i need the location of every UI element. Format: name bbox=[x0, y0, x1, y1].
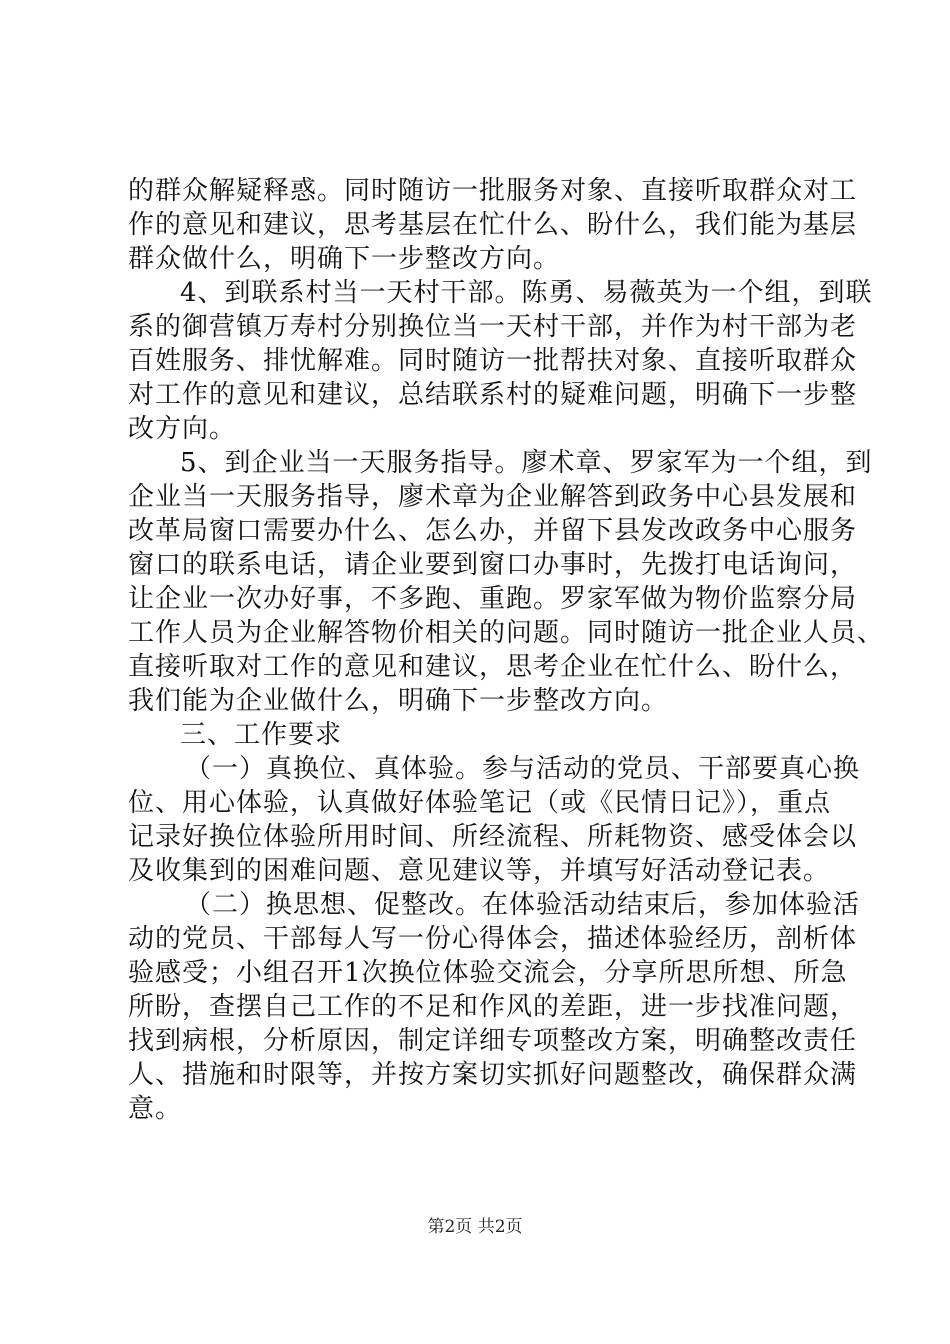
text-line: （二）换思想、促整改。在体验活动结束后，参加体验活 bbox=[185, 890, 861, 920]
text-line: 及收集到的困难问题、意见建议等，并填写好活动登记表。 bbox=[128, 856, 831, 886]
text-line: 位、用心体验，认真做好体验笔记（或《民情日记》），重点 bbox=[128, 788, 832, 818]
text-line: 所盼，查摆自己工作的不足和作风的差距，进一步找准问题， bbox=[128, 992, 858, 1022]
text-line: 找到病根，分析原因，制定详细专项整改方案，明确整改责任 bbox=[128, 1026, 858, 1056]
text-line: （一）真换位、真体验。参与活动的党员、干部要真心换 bbox=[185, 754, 861, 784]
text-line: 让企业一次办好事，不多跑、重跑。罗家军做为物价监察分局 bbox=[128, 584, 858, 614]
text-line: 验感受；小组召开1次换位体验交流会，分享所思所想、所急 bbox=[128, 958, 848, 988]
document-body bbox=[128, 174, 885, 1126]
text-line: 工作人员为企业解答物价相关的问题。同时随访一批企业人员、 bbox=[128, 618, 885, 648]
text-line: 人、措施和时限等，并按方案切实抓好问题整改，确保群众满 bbox=[128, 1060, 858, 1090]
text-line: 动的党员、干部每人写一份心得体会，描述体验经历，剖析体 bbox=[128, 924, 858, 954]
text-line: 记录好换位体验所用时间、所经流程、所耗物资、感受体会以 bbox=[128, 822, 858, 852]
text-line: 意。 bbox=[128, 1094, 183, 1124]
text-line: 的群众解疑释惑。同时随访一批服务对象、直接听取群众对工 bbox=[128, 176, 858, 206]
text-line: 我们能为企业做什么，明确下一步整改方向。 bbox=[128, 686, 669, 716]
text-line: 群众做什么，明确下一步整改方向。 bbox=[128, 244, 561, 274]
text-line: 直接听取对工作的意见和建议，思考企业在忙什么、盼什么， bbox=[128, 652, 858, 682]
text-line: 改革局窗口需要办什么、怎么办，并留下县发改政务中心服务 bbox=[128, 516, 858, 546]
text-line: 作的意见和建议，思考基层在忙什么、盼什么，我们能为基层 bbox=[128, 210, 858, 240]
text-line: 对工作的意见和建议，总结联系村的疑难问题，明确下一步整 bbox=[128, 380, 858, 410]
text-line: 窗口的联系电话，请企业要到窗口办事时，先拨打电话询问， bbox=[128, 550, 858, 580]
text-line: 改方向。 bbox=[128, 414, 237, 444]
text-line: 4、到联系村当一天村干部。陈勇、易薇英为一个组，到联 bbox=[180, 278, 873, 308]
text-line: 5、到企业当一天服务指导。廖术章、罗家军为一个组，到 bbox=[180, 448, 873, 478]
page-footer: 第2页 共2页 bbox=[427, 1217, 523, 1237]
text-line: 三、工作要求 bbox=[180, 720, 343, 750]
text-line: 百姓服务、排忧解难。同时随访一批帮扶对象、直接听取群众 bbox=[128, 346, 858, 376]
text-line: 企业当一天服务指导，廖术章为企业解答到政务中心县发展和 bbox=[128, 482, 858, 512]
text-line: 系的御营镇万寿村分别换位当一天村干部，并作为村干部为老 bbox=[128, 312, 858, 342]
